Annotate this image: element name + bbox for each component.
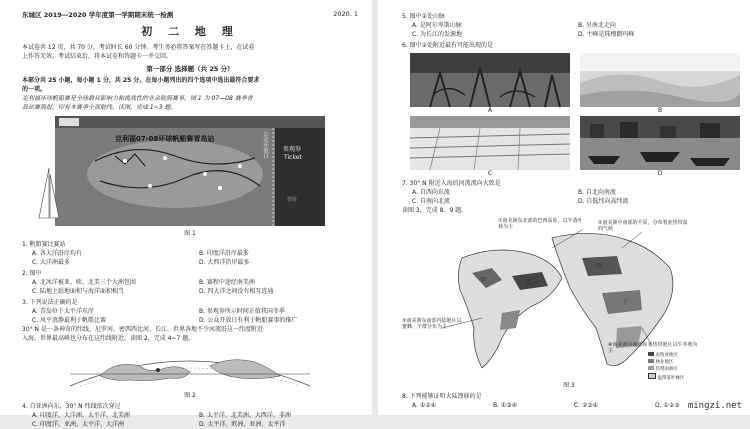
photo-a-label: A [487, 107, 493, 114]
figure-1-caption: 图 1 [184, 230, 196, 237]
q7-option-c: C. 自南向北流 [412, 198, 451, 205]
harbor-photo-icon [580, 116, 740, 170]
mangrove-photo-icon [410, 53, 570, 107]
photo-b-desert[interactable] [580, 53, 740, 107]
figure-2-map [70, 346, 310, 388]
legend-item-4: 温带落叶林区 [657, 376, 685, 381]
q8-option-b: B. ①③④ [493, 402, 518, 409]
q6-photo-grid [402, 53, 736, 177]
ticket-price: 票价 [287, 197, 298, 203]
world-map-30n [70, 346, 310, 388]
map-note-4: ④南美洲东南部和亚热带地区以牛养殖为主 [608, 342, 698, 354]
q1-stem: 1. 帆船赛比赛站 [22, 241, 66, 248]
intro-line-1: 本试卷共 12 页，共 70 分，考试时长 60 分钟。考生务必将答案写在答题卡上，在试卷 [22, 44, 255, 51]
ticket-sub: 公众开放日 [262, 131, 268, 159]
poster-graphic [55, 116, 325, 226]
legend-swatch-3-icon [648, 366, 654, 370]
photo-d-label: D [657, 170, 663, 177]
q5-option-c: C. 为长江的发源地 [412, 31, 463, 38]
part-title: 第一部分 选择题（共 25 分） [146, 65, 234, 73]
photo-c-label: C [487, 170, 493, 177]
q2-option-d: D. 四大洋之间没有相互连通 [199, 288, 274, 295]
figure-1-poster [55, 116, 325, 226]
passage3: 读图 3，完成 8、9 题。 [402, 207, 468, 214]
figure-2-caption: 图 2 [184, 392, 196, 399]
figure-3-map [402, 218, 702, 382]
q8-option-d: D. ①②③ [655, 402, 680, 409]
passage2-line-1: 30° N 是一条神奇的纬线，尼罗河、密西西比河、长江，世界各地不少河流沿这一纬度附近 [22, 326, 263, 333]
q2-option-a: A. 北冰洋被亚、欧、北美三个大洲包围 [32, 279, 136, 286]
map-label-bing: 丙 [596, 263, 603, 270]
q1-option-d: D. 大西洋沿岸最多 [199, 259, 250, 266]
q3-stem: 3. 下列说法正确的是 [22, 299, 78, 306]
right-page [378, 0, 750, 415]
photo-c-saltfield[interactable] [410, 116, 570, 170]
intro-line-2: 上作答无效。考试结束后，将本试卷和答题卡一并交回。 [22, 53, 173, 60]
q5-option-b: B. 呈南北走向 [578, 22, 616, 29]
q7-stem: 7. 30° N 附近入海的河流流向大致是 [402, 180, 501, 187]
q1-option-a: A. 各大洋沿岸均有 [32, 250, 82, 257]
q1-option-c: C. 大洋洲最多 [32, 259, 71, 266]
map-label-yi: 乙 [526, 279, 533, 286]
part-instruction-2: 的一项。 [22, 86, 47, 93]
q4-stem: 4. 自亚洲向东，30° N 纬线依次穿过 [22, 403, 121, 410]
q8-option-a: A. ①②④ [412, 402, 436, 409]
map-note-1: ①南美洲东北部的巴西高原，以半落叶林为主 [498, 218, 583, 230]
figure-3-caption: 图 3 [563, 382, 575, 389]
desert-photo-icon [580, 53, 740, 107]
exam-date: 2020. 1 [333, 10, 358, 18]
q4-option-b: B. 太平洋、北美洲、大西洋、非洲 [199, 412, 291, 419]
q1-option-b: B. 印度洋沿岸最多 [199, 250, 249, 257]
map-legend [648, 352, 684, 382]
q4-option-a: A. 印度洋、大洋洲、太平洋、北美洲 [32, 412, 130, 419]
left-page [0, 0, 372, 428]
q5-stem: 5. 图中①处山脉 [402, 13, 446, 20]
q7-option-a: A. 自西向东流 [412, 189, 450, 196]
q4-option-c: C. 印度洋、亚洲、太平洋、大洋洲 [32, 421, 125, 428]
passage1-line-1: 克利福环球帆船赛是全球最具影响力和挑战性的业余航海赛事。图 1 为 07—08 赛季青 [22, 95, 253, 102]
sailboat-icon [37, 166, 61, 226]
q8-stem: 8. 下列能够证明大陆漂移的是 [402, 393, 482, 400]
legend-swatch-2-icon [648, 359, 654, 363]
q3-option-d: D. 公众开放日有利于帆船赛事的推广 [199, 317, 298, 324]
passage2-line-2: 入海，世界最高峰也分布在这纬线附近。读图 2，完成 4~7 题。 [22, 335, 195, 342]
q2-stem: 2. 图中 [22, 270, 42, 277]
exam-header [22, 10, 358, 19]
legend-swatch-4-icon [648, 373, 656, 379]
q7-option-b: B. 自北向南流 [578, 189, 616, 196]
subject-title: 初 二 地 理 [141, 25, 239, 38]
legend-item-3: 热带雨林区 [655, 367, 678, 372]
map-note-3: ③南美洲东南部内陆地区以蜜蜂、羊群分布为主 [402, 318, 462, 330]
q3-option-c: C. 风平浪静最利于帆船比赛 [32, 317, 107, 324]
photo-a-mangrove[interactable] [410, 53, 570, 107]
q2-option-c: C. 陆地上站地面积与海洋面积相当 [32, 288, 125, 295]
q3-option-b: B. 参观券所示时间正值我国冬季 [199, 308, 285, 315]
part-instruction-1: 本部分共 25 小题，每小题 1 分，共 25 分。在每小题列出的四个选项中选出最符合要求 [22, 77, 260, 84]
q2-option-b: B. 赛程中途经南美洲 [199, 279, 255, 286]
map-label-jia: 甲 [480, 277, 487, 284]
q5-option-d: D. 主峰是珠穆朗玛峰 [578, 31, 635, 38]
legend-item-1: 农牧业地区 [655, 353, 678, 358]
q3-option-a: A. 青岛位于太平洋东岸 [32, 308, 94, 315]
legend-swatch-1-icon [648, 352, 654, 356]
q6-stem: 6. 图中②处附近最有可能出现的是 [402, 42, 494, 49]
photo-b-label: B [657, 107, 663, 114]
photo-d-harbor[interactable] [580, 116, 740, 170]
ticket-en: Ticket [284, 154, 302, 161]
q7-option-d: D. 自低纬向高纬流 [578, 198, 629, 205]
q8-option-c: C. ②③④ [574, 402, 599, 409]
passage1-line-2: 岛站赛海报，印有本赛季全部航线。读图，完成 1~3 题。 [22, 104, 177, 111]
q5-option-a: A. 是阿尔卑斯山脉 [412, 22, 462, 29]
site-watermark: mingzi.net [687, 401, 742, 411]
legend-item-2: 林业地区 [655, 360, 674, 365]
map-label-ding: 丁 [622, 299, 629, 306]
map-note-2: ②南美洲中南部的平原，分布着亚热带湿润气候 [598, 220, 688, 232]
q4-option-d: D. 太平洋、欧洲、亚洲、太平洋 [199, 421, 286, 428]
ticket-title: 参观券 [283, 146, 302, 153]
saltfield-photo-icon [410, 116, 570, 170]
poster-banner: 克利福07-08环球帆船赛青岛站 [115, 135, 215, 143]
exam-title: 东城区 2019—2020 学年度第一学期期末统一检测 [22, 11, 174, 19]
